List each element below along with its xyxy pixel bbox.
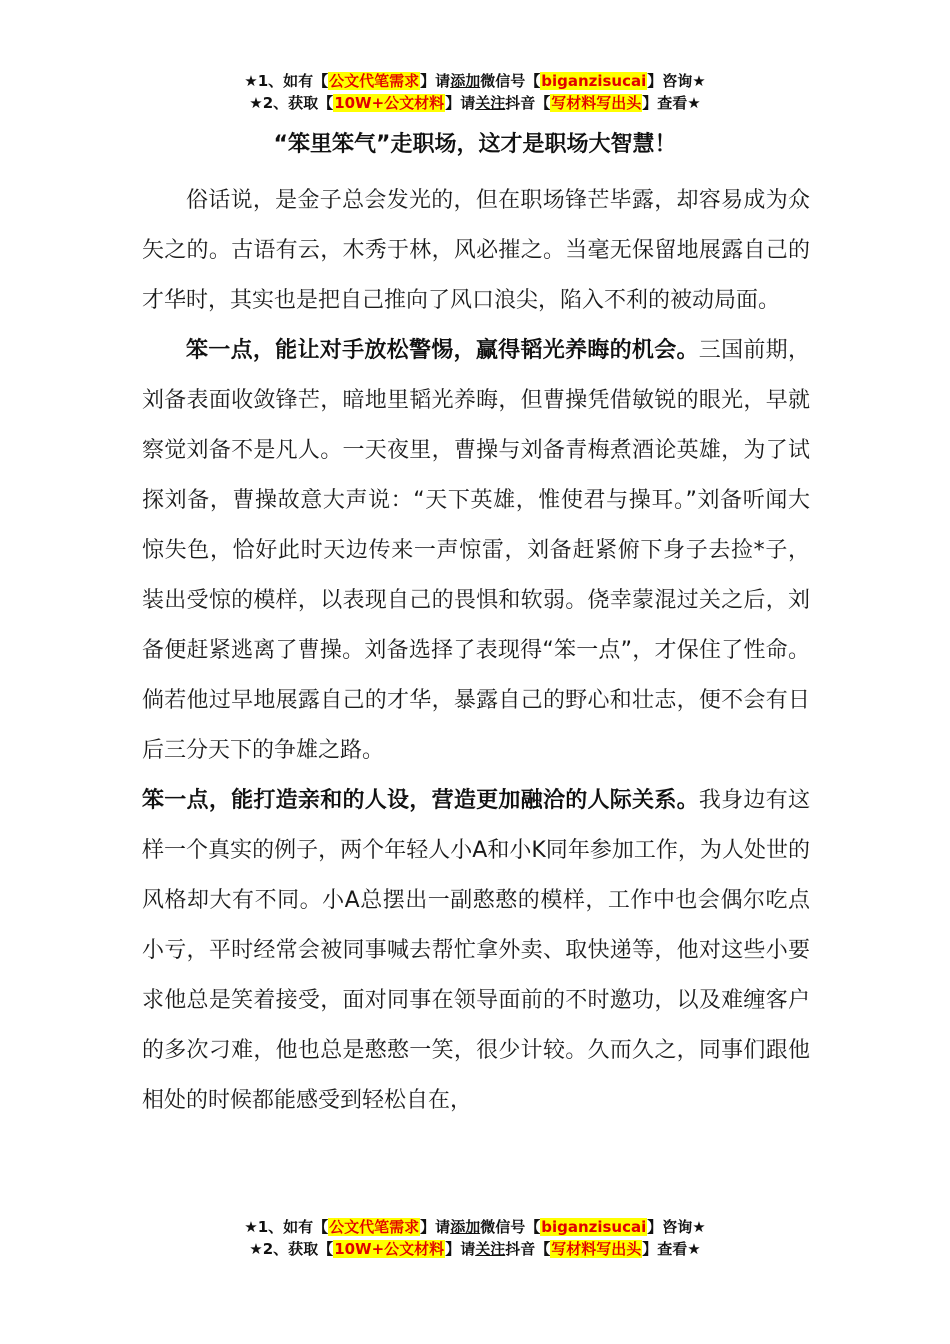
highlight-service: 公文代笔需求 bbox=[329, 72, 420, 90]
article-title: “笨里笨气”走职场，这才是职场大智慧！ bbox=[273, 132, 677, 157]
paragraph-intro bbox=[142, 176, 810, 326]
promo-line-1: ★1、如有【公文代笔需求】请添加微信号【biganzisucai】咨询★ bbox=[244, 1218, 706, 1236]
highlight-materials: 10W+公文材料 bbox=[334, 1240, 445, 1258]
header-promo-banner bbox=[0, 70, 950, 114]
highlight-douyin-id: 写材料写出头 bbox=[551, 94, 642, 112]
highlight-douyin-id: 写材料写出头 bbox=[551, 1240, 642, 1258]
paragraph-text: 我身边有这样一个真实的例子，两个年轻人小A和小K同年参加工作，为人处世的风格却大有不同。小A总摆出一副憨憨的模样，工作中也会偶尔吃点小亏，平时经常会被同事喊去帮忙拿外卖、取快递等，他对这些小要求他总是笑着接受，面对同事在领导面前的不时邀功，以及难缠客户的多次刁难，他也总是憨憨一笑，很少计较。久而久之，同事们跟他相处的时候都能感受到轻松自在， bbox=[142, 788, 810, 1113]
paragraph-text: 俗话说，是金子总会发光的，但在职场锋芒毕露，却容易成为众矢之的。古语有云，木秀于林，风必摧之。当毫无保留地展露自己的才华时，其实也是把自己推向了风口浪尖，陷入不利的被动局面。 bbox=[142, 188, 810, 313]
highlight-service: 公文代笔需求 bbox=[329, 1218, 420, 1236]
paragraph-text: 三国前期，刘备表面收敛锋芒，暗地里韬光养晦，但曹操凭借敏锐的眼光，早就察觉刘备不是凡人。一天夜里，曹操与刘备青梅煮酒论英雄，为了试探刘备，曹操故意大声说：“天下英雄，惟使君与操耳。”刘备听闻大惊失色，恰好此时天边传来一声惊雷，刘备赶紧俯下身子去捡*子，装出受惊的模样，以表现自己的畏惧和软弱。侥幸蒙混过关之后，刘备便赶紧逃离了曹操。刘备选择了表现得“笨一点”，才保住了性命。倘若他过早地展露自己的才华，暴露自己的野心和壮志，便不会有日后三分天下的争雄之路。 bbox=[142, 338, 810, 763]
promo-line-1: ★1、如有【公文代笔需求】请添加微信号【biganzisucai】咨询★ bbox=[244, 72, 706, 90]
paragraph-lead: 笨一点，能让对手放松警惕，赢得韬光养晦的机会。 bbox=[186, 338, 699, 363]
paragraph-point-1 bbox=[142, 326, 810, 776]
article-body bbox=[142, 176, 810, 1126]
promo-line-2: ★2、获取【10W+公文材料】请关注抖音【写材料写出头】查看★ bbox=[249, 94, 701, 112]
paragraph-lead: 笨一点，能打造亲和的人设，营造更加融洽的人际关系。 bbox=[142, 788, 699, 813]
highlight-wechat-id: biganzisucai bbox=[541, 72, 647, 90]
promo-line-2: ★2、获取【10W+公文材料】请关注抖音【写材料写出头】查看★ bbox=[249, 1240, 701, 1258]
highlight-wechat-id: biganzisucai bbox=[541, 1218, 647, 1236]
highlight-materials: 10W+公文材料 bbox=[334, 94, 445, 112]
paragraph-point-2 bbox=[142, 776, 810, 1126]
footer-promo-banner bbox=[0, 1216, 950, 1260]
